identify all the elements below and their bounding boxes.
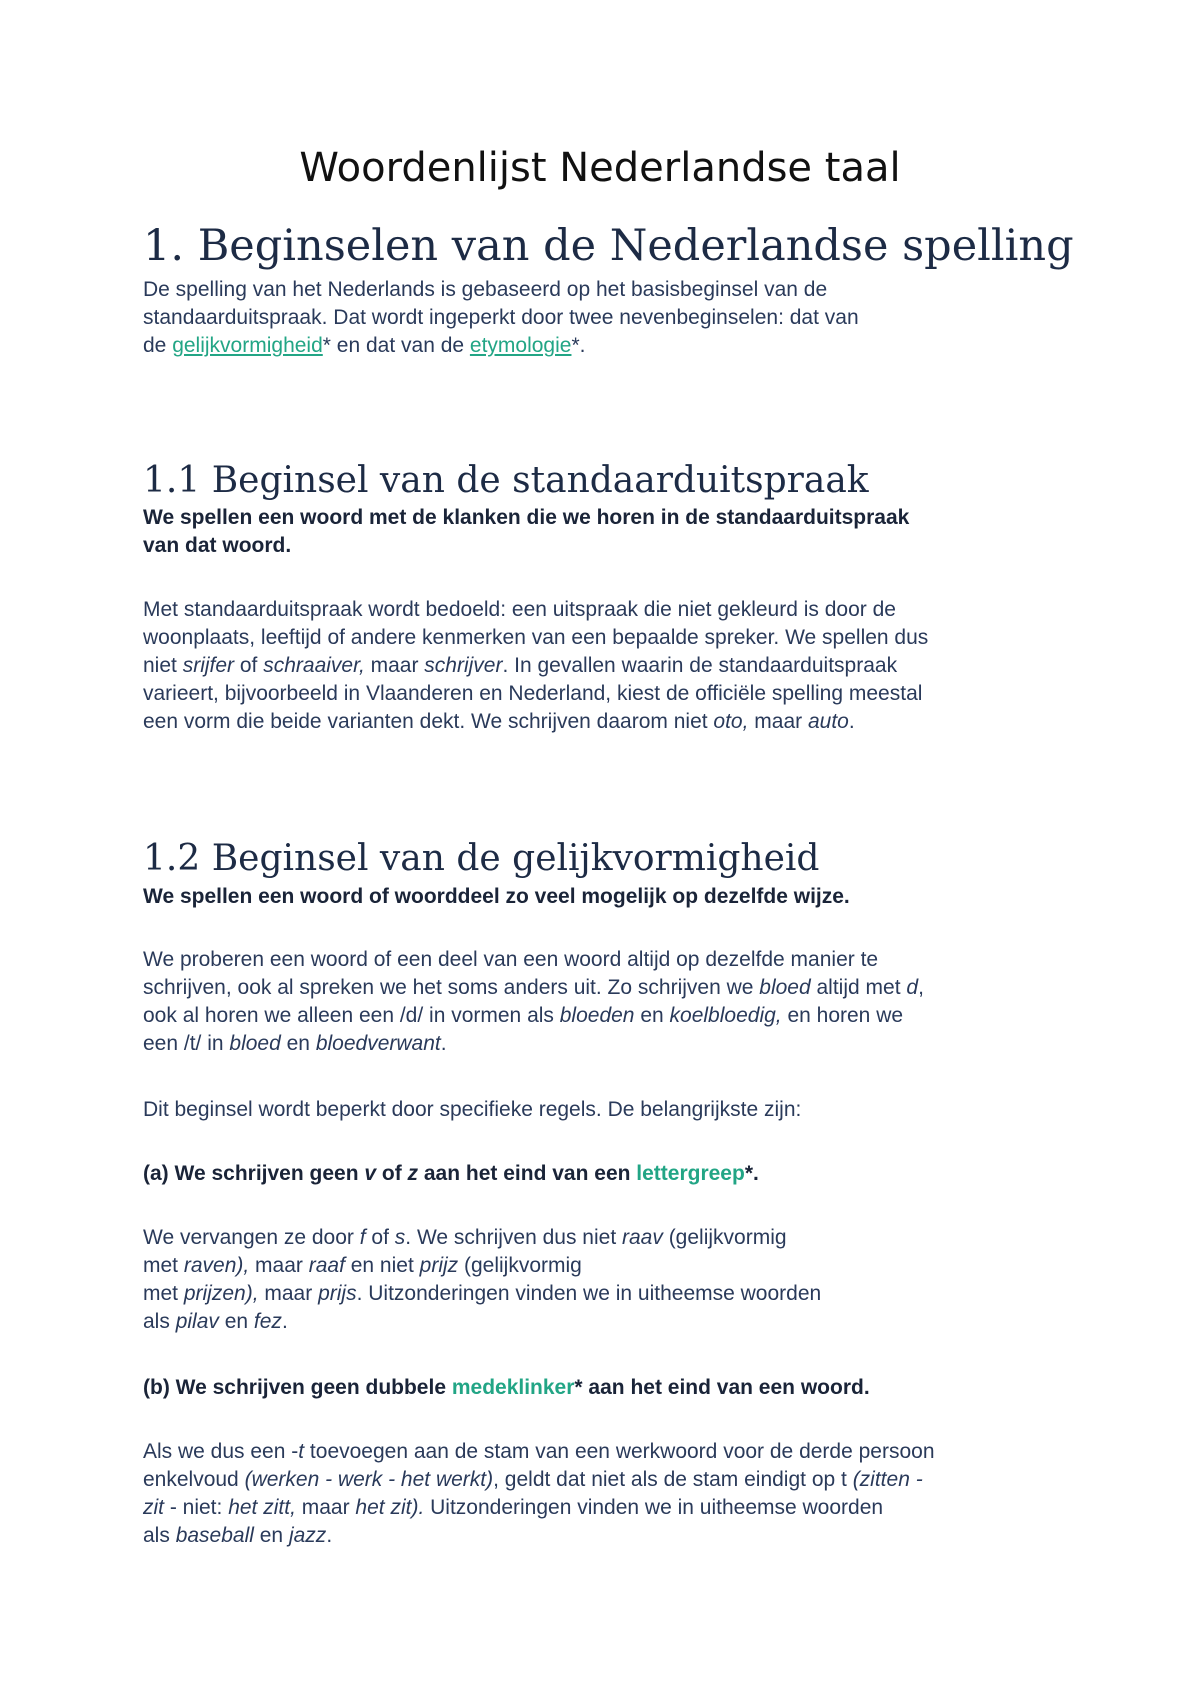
text-line: of <box>234 654 264 677</box>
example-word: schrijver <box>424 654 503 677</box>
text-line: en <box>253 1524 289 1547</box>
text-line: schrijven, ook al spreken we het soms anders uit. Zo schrijven we <box>143 976 760 999</box>
example-word: auto <box>807 710 849 733</box>
rule-line: We spellen een woord met de klanken die we horen in de standaarduitspraak <box>143 506 910 529</box>
example-word: koelbloedig, <box>669 1004 782 1027</box>
rule-line: van dat woord. <box>143 534 292 557</box>
example-word: pilav <box>175 1310 219 1333</box>
term-medeklinker[interactable]: medeklinker <box>451 1376 575 1399</box>
text-line: en <box>218 1310 254 1333</box>
text-line: . Uitzonderingen vinden we in uitheemse woorden <box>356 1282 822 1305</box>
text-line: . <box>326 1524 333 1547</box>
text-line: een vorm die beide varianten dekt. We schrijven daarom niet <box>143 710 714 733</box>
text-line: We vervangen ze door <box>143 1226 360 1249</box>
example-word: bloed <box>759 976 811 999</box>
example-word: (zitten - <box>852 1468 923 1491</box>
example-word: jazz <box>288 1524 327 1547</box>
rule-line: aan het eind van een <box>418 1162 637 1185</box>
rule-line: (a) We schrijven geen <box>143 1162 365 1185</box>
example-letter: v <box>364 1162 377 1185</box>
rule-b-paragraph <box>143 1438 1103 1550</box>
section-1-1-paragraph <box>143 596 1103 736</box>
section-1-1-heading: 1.1 Beginsel van de standaarduitspraak <box>143 460 869 501</box>
rule-line: of <box>376 1162 408 1185</box>
text-line: Als we dus een - <box>143 1440 299 1463</box>
rule-line: *. <box>744 1162 759 1185</box>
example-word: raaf <box>308 1254 345 1277</box>
text-line: maar <box>249 1254 309 1277</box>
restriction-intro: Dit beginsel wordt beperkt door specifieke regels. De belangrijkste zijn: <box>143 1098 802 1121</box>
example-word: raven), <box>183 1254 250 1277</box>
example-word: schraaiver, <box>263 654 365 677</box>
text-line: en <box>634 1004 670 1027</box>
text-line: een /t/ in <box>143 1032 230 1055</box>
text-line: , <box>918 976 924 999</box>
text-line: , geldt dat niet als de stam eindigt op t <box>493 1468 853 1491</box>
example-word: het zitt, <box>228 1496 296 1519</box>
example-word: prijs <box>318 1282 357 1305</box>
text-line: (gelijkvormig <box>662 1226 787 1249</box>
text-line: niet <box>143 654 183 677</box>
section-1-2-paragraph <box>143 946 1103 1058</box>
text-line: maar <box>748 710 808 733</box>
text-line: We proberen een woord of een deel van een woord altijd op dezelfde manier te <box>143 948 879 971</box>
rule-line: (b) We schrijven geen dubbele <box>143 1376 452 1399</box>
text-line: of <box>365 1226 395 1249</box>
example-letter: z <box>407 1162 419 1185</box>
link-etymologie[interactable]: etymologie <box>469 334 572 357</box>
rule-b <box>143 1374 1103 1402</box>
text-line: *. <box>571 334 586 357</box>
example-word: zit <box>143 1496 164 1519</box>
text-line: maar <box>364 654 425 677</box>
link-gelijkvormigheid[interactable]: gelijkvormigheid <box>172 334 323 357</box>
text-line: De spelling van het Nederlands is gebaseerd op het basisbeginsel van de <box>143 278 828 301</box>
text-line: . In gevallen waarin de standaarduitspraak <box>502 654 898 677</box>
text-line: enkelvoud <box>143 1468 245 1491</box>
text-line: * en dat van de <box>322 334 470 357</box>
text-line: . <box>440 1032 447 1055</box>
text-line: varieert, bijvoorbeeld in Vlaanderen en Nederland, kiest de officiële spelling meestal <box>143 682 923 705</box>
text-line: Uitzonderingen vinden we in uitheemse woorden <box>424 1496 884 1519</box>
example-letter: f <box>359 1226 366 1249</box>
section-1-2-rule: We spellen een woord of woorddeel zo veel mogelijk op dezelfde wijze. <box>143 885 850 908</box>
document-title: Woordenlijst Nederlandse taal <box>299 145 901 191</box>
text-line: en niet <box>344 1254 420 1277</box>
text-line: Met standaarduitspraak wordt bedoeld: een uitspraak die niet gekleurd is door de <box>143 598 896 621</box>
text-line: (gelijkvormig <box>458 1254 582 1277</box>
section-1-2-heading: 1.2 Beginsel van de gelijkvormigheid <box>143 838 820 879</box>
text-line: . We schrijven dus niet <box>405 1226 622 1249</box>
example-letter: t <box>298 1440 305 1463</box>
text-line: woonplaats, leeftijd of andere kenmerken van een bepaalde spreker. We spellen dus <box>143 626 929 649</box>
example-word: d <box>906 976 919 999</box>
rule-a <box>143 1160 1103 1188</box>
text-line: . <box>848 710 855 733</box>
text-line: en horen we <box>781 1004 904 1027</box>
example-word: (werken - werk - het werkt) <box>244 1468 494 1491</box>
text-line: met <box>143 1254 184 1277</box>
example-letter: s <box>394 1226 406 1249</box>
text-line: ook al horen we alleen een /d/ in vormen als <box>143 1004 560 1027</box>
example-word: oto, <box>713 710 749 733</box>
example-word: het zit). <box>355 1496 425 1519</box>
example-word: bloeden <box>559 1004 635 1027</box>
rule-a-paragraph <box>143 1224 1103 1336</box>
example-word: prijz <box>419 1254 459 1277</box>
rule-line: * aan het eind van een woord. <box>574 1376 870 1399</box>
text-line: en <box>280 1032 316 1055</box>
text-line: toevoegen aan de stam van een werkwoord voor de derde persoon <box>304 1440 935 1463</box>
text-line: altijd met <box>810 976 907 999</box>
example-word: bloedverwant <box>315 1032 441 1055</box>
term-lettergreep[interactable]: lettergreep <box>636 1162 745 1185</box>
section-1-heading: 1. Beginselen van de Nederlandse spelling <box>143 221 1074 271</box>
text-line: met <box>143 1282 184 1305</box>
text-line: de <box>143 334 173 357</box>
text-line: als <box>143 1310 176 1333</box>
example-word: bloed <box>229 1032 281 1055</box>
section-1-1-rule <box>143 504 1103 560</box>
text-line: als <box>143 1524 176 1547</box>
text-line: - niet: <box>164 1496 229 1519</box>
text-line: maar <box>258 1282 319 1305</box>
example-word: prijzen), <box>183 1282 259 1305</box>
example-word: srijfer <box>182 654 235 677</box>
text-line: standaarduitspraak. Dat wordt ingeperkt door twee nevenbeginselen: dat van <box>143 306 859 329</box>
example-word: raav <box>622 1226 663 1249</box>
text-line: maar <box>295 1496 356 1519</box>
text-line: . <box>281 1310 288 1333</box>
example-word: baseball <box>175 1524 254 1547</box>
example-word: fez <box>253 1310 282 1333</box>
section-1-paragraph <box>143 276 1103 360</box>
